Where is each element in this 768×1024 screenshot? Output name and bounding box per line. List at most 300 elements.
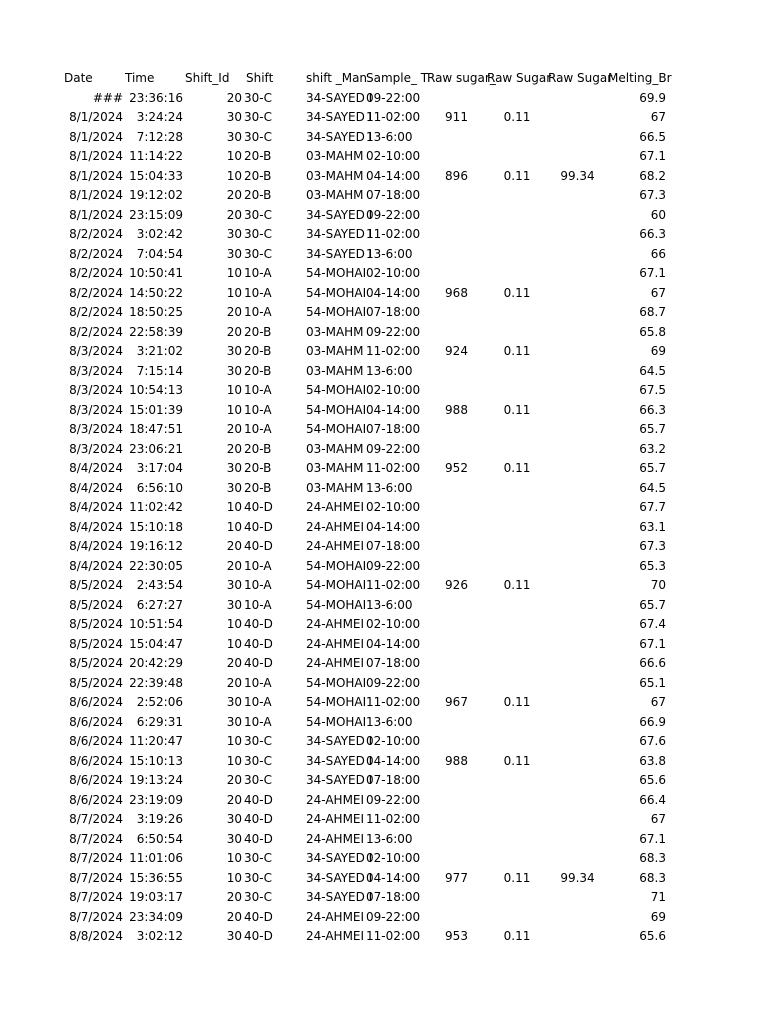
shift-man-cell: 34-SAYED I (306, 110, 373, 124)
shift-id-cell: 20 (226, 188, 242, 202)
sample-cell: 02-10:00 (366, 149, 421, 163)
time-cell: 23:06:21 (129, 441, 183, 456)
sample-cell: 04-14:00 (366, 168, 421, 183)
melting-cell: 65.8 (639, 324, 666, 339)
melting-cell: 66 (650, 246, 666, 261)
shift-cell: 20-B (244, 480, 272, 495)
time-cell: 7:15:14 (136, 363, 183, 378)
melting-cell: 66.9 (639, 714, 666, 729)
shift-id-cell: 30 (226, 929, 242, 943)
shift-man-cell: 24-AHMEI (306, 539, 365, 553)
raw-sugar-3-cell (548, 206, 607, 226)
header-shift-id: Shift_Id (185, 71, 230, 85)
shift-man-cell: 34-SAYED I (306, 246, 373, 261)
shift-id-cell: 10 (226, 285, 242, 300)
raw-sugar-3-cell (548, 459, 607, 479)
raw-sugar-2-cell (487, 420, 547, 440)
melting-cell: 66.4 (639, 792, 666, 807)
raw-sugar-1-cell: 926 (445, 578, 468, 592)
raw-sugar-1-cell (427, 147, 486, 167)
header-melting: Melting_Br (608, 71, 672, 85)
raw-sugar-1-cell (427, 303, 486, 323)
shift-cell: 30-C (244, 227, 272, 241)
date-cell: 8/1/2024 (69, 207, 123, 222)
time-cell: 18:47:51 (129, 422, 183, 436)
raw-sugar-1-cell (427, 225, 486, 245)
raw-sugar-3-cell (548, 147, 607, 167)
raw-sugar-1-cell (427, 264, 486, 284)
date-cell: 8/6/2024 (69, 695, 123, 709)
shift-man-cell: 54-MOHAI (306, 675, 367, 690)
table-row (0, 849, 768, 869)
table-row (0, 596, 768, 616)
date-cell: 8/6/2024 (69, 792, 123, 807)
date-cell: 8/8/2024 (69, 929, 123, 943)
shift-id-cell: 10 (226, 402, 242, 417)
melting-cell: 67.3 (639, 539, 666, 553)
shift-id-cell: 30 (226, 344, 242, 358)
raw-sugar-3-cell (548, 479, 607, 499)
sample-cell: 09-22:00 (366, 909, 421, 924)
shift-cell: 10-A (244, 695, 272, 709)
raw-sugar-1-cell (427, 323, 486, 343)
shift-id-cell: 10 (226, 500, 242, 514)
shift-cell: 10-A (244, 383, 272, 397)
shift-cell: 30-C (244, 851, 272, 865)
shift-man-cell: 34-SAYED I (306, 870, 373, 885)
raw-sugar-2-cell: 0.11 (503, 695, 531, 709)
shift-cell: 40-D (244, 812, 273, 826)
raw-sugar-1-cell: 988 (445, 753, 468, 768)
shift-man-cell: 24-AHMEI (306, 792, 365, 807)
melting-cell: 65.3 (639, 558, 666, 573)
table-row (0, 108, 768, 128)
date-cell: 8/1/2024 (69, 129, 123, 144)
time-cell: 19:16:12 (129, 539, 183, 553)
raw-sugar-3-cell (548, 791, 607, 811)
raw-sugar-2-cell (487, 537, 547, 557)
melting-cell: 67.3 (639, 188, 666, 202)
table-row (0, 128, 768, 148)
time-cell: 2:43:54 (136, 578, 183, 592)
raw-sugar-3-cell (548, 108, 607, 128)
shift-cell: 40-D (244, 500, 273, 514)
raw-sugar-3-cell (548, 927, 607, 947)
table-row (0, 401, 768, 421)
sample-cell: 07-18:00 (366, 422, 421, 436)
time-cell: 22:58:39 (129, 324, 183, 339)
table-row (0, 167, 768, 187)
time-cell: 22:39:48 (129, 675, 183, 690)
time-cell: 7:12:28 (136, 129, 183, 144)
raw-sugar-3-cell (548, 771, 607, 791)
raw-sugar-2-cell (487, 128, 547, 148)
time-cell: 15:36:55 (129, 870, 183, 885)
table-row (0, 927, 768, 947)
date-cell: 8/3/2024 (69, 363, 123, 378)
date-cell: 8/3/2024 (69, 441, 123, 456)
shift-id-cell: 10 (226, 734, 242, 748)
raw-sugar-3-cell: 99.34 (560, 168, 595, 183)
sample-cell: 11-02:00 (366, 812, 421, 826)
raw-sugar-3-cell (548, 654, 607, 674)
melting-cell: 67 (650, 285, 666, 300)
table-row (0, 518, 768, 538)
header-row (0, 69, 768, 89)
date-cell: 8/6/2024 (69, 714, 123, 729)
sample-cell: 07-18:00 (366, 656, 421, 670)
raw-sugar-3-cell (548, 89, 607, 109)
date-cell: 8/7/2024 (69, 870, 123, 885)
sample-cell: 07-18:00 (366, 539, 421, 553)
shift-id-cell: 10 (226, 870, 242, 885)
shift-cell: 40-D (244, 831, 273, 846)
time-cell: 7:04:54 (136, 246, 183, 261)
raw-sugar-1-cell: 953 (445, 929, 468, 943)
sample-cell: 13-6:00 (366, 129, 413, 144)
shift-man-cell: 24-AHMEI (306, 831, 365, 846)
time-cell: 23:15:09 (129, 207, 183, 222)
table-row (0, 342, 768, 362)
shift-id-cell: 30 (226, 246, 242, 261)
date-cell: 8/3/2024 (69, 402, 123, 417)
header-date: Date (64, 71, 93, 85)
raw-sugar-1-cell (427, 849, 486, 869)
shift-id-cell: 30 (226, 129, 242, 144)
sample-cell: 07-18:00 (366, 188, 421, 202)
raw-sugar-1-cell: 967 (445, 695, 468, 709)
sample-cell: 11-02:00 (366, 929, 421, 943)
sample-cell: 04-14:00 (366, 753, 421, 768)
raw-sugar-3-cell (548, 186, 607, 206)
shift-cell: 10-A (244, 305, 272, 319)
shift-man-cell: 24-AHMEI (306, 636, 365, 651)
time-cell: 11:02:42 (129, 500, 183, 514)
melting-cell: 70 (650, 578, 666, 592)
sample-cell: 04-14:00 (366, 870, 421, 885)
melting-cell: 66.6 (639, 656, 666, 670)
raw-sugar-2-cell: 0.11 (503, 578, 531, 592)
header-raw-sugar-2: Raw Sugar (487, 71, 552, 85)
raw-sugar-1-cell (427, 186, 486, 206)
header-time: Time (125, 71, 155, 85)
shift-man-cell: 54-MOHAI (306, 266, 367, 280)
sample-cell: 13-6:00 (366, 597, 413, 612)
shift-cell: 10-A (244, 675, 272, 690)
melting-cell: 67 (650, 695, 666, 709)
melting-cell: 67.5 (639, 383, 666, 397)
raw-sugar-1-cell (427, 537, 486, 557)
melting-cell: 65.7 (639, 422, 666, 436)
date-cell: 8/6/2024 (69, 753, 123, 768)
shift-cell: 10-A (244, 402, 272, 417)
raw-sugar-1-cell (427, 771, 486, 791)
sample-cell: 09-22:00 (366, 207, 421, 222)
table-row (0, 693, 768, 713)
sample-cell: 11-02:00 (366, 110, 421, 124)
table-row (0, 284, 768, 304)
date-cell: ### (92, 90, 123, 105)
date-cell: 8/5/2024 (69, 597, 123, 612)
raw-sugar-1-cell (427, 810, 486, 830)
shift-man-cell: 03-MAHM (306, 480, 364, 495)
sample-cell: 09-22:00 (366, 90, 421, 105)
time-cell: 6:56:10 (136, 480, 183, 495)
shift-cell: 10-A (244, 558, 272, 573)
table-row (0, 576, 768, 596)
shift-cell: 30-C (244, 734, 272, 748)
shift-id-cell: 30 (226, 227, 242, 241)
shift-man-cell: 34-SAYED I (306, 734, 373, 748)
melting-cell: 64.5 (639, 480, 666, 495)
sample-cell: 02-10:00 (366, 266, 421, 280)
table-row (0, 186, 768, 206)
raw-sugar-1-cell (427, 888, 486, 908)
raw-sugar-3-cell (548, 264, 607, 284)
sample-cell: 04-14:00 (366, 519, 421, 534)
raw-sugar-2-cell (487, 479, 547, 499)
shift-cell: 10-A (244, 714, 272, 729)
raw-sugar-2-cell (487, 186, 547, 206)
raw-sugar-3-cell: 99.34 (560, 870, 595, 885)
raw-sugar-1-cell (427, 420, 486, 440)
shift-cell: 30-C (244, 90, 272, 105)
time-cell: 6:27:27 (136, 597, 183, 612)
melting-cell: 69 (650, 909, 666, 924)
time-cell: 23:19:09 (129, 792, 183, 807)
raw-sugar-3-cell (548, 381, 607, 401)
melting-cell: 67.1 (639, 831, 666, 846)
shift-id-cell: 20 (226, 909, 242, 924)
raw-sugar-2-cell (487, 245, 547, 265)
table-row (0, 615, 768, 635)
date-cell: 8/7/2024 (69, 909, 123, 924)
time-cell: 20:42:29 (129, 656, 183, 670)
raw-sugar-1-cell (427, 713, 486, 733)
shift-man-cell: 34-SAYED I (306, 207, 373, 222)
raw-sugar-1-cell (427, 635, 486, 655)
date-cell: 8/2/2024 (69, 305, 123, 319)
melting-cell: 67.6 (639, 734, 666, 748)
raw-sugar-2-cell (487, 323, 547, 343)
date-cell: 8/2/2024 (69, 246, 123, 261)
shift-man-cell: 03-MAHM (306, 168, 364, 183)
date-cell: 8/2/2024 (69, 324, 123, 339)
shift-man-cell: 03-MAHM (306, 461, 364, 475)
table-row (0, 245, 768, 265)
header-shift: Shift (246, 71, 274, 85)
shift-cell: 20-B (244, 461, 272, 475)
shift-man-cell: 24-AHMEI (306, 929, 365, 943)
table-row (0, 908, 768, 928)
table-row (0, 264, 768, 284)
time-cell: 11:14:22 (129, 149, 183, 163)
date-cell: 8/1/2024 (69, 110, 123, 124)
shift-cell: 30-C (244, 753, 272, 768)
raw-sugar-2-cell (487, 596, 547, 616)
raw-sugar-3-cell (548, 518, 607, 538)
table-row (0, 810, 768, 830)
sample-cell: 11-02:00 (366, 695, 421, 709)
raw-sugar-2-cell (487, 206, 547, 226)
date-cell: 8/4/2024 (69, 558, 123, 573)
shift-id-cell: 20 (226, 305, 242, 319)
raw-sugar-1-cell (427, 830, 486, 850)
melting-cell: 67 (650, 812, 666, 826)
sample-cell: 02-10:00 (366, 734, 421, 748)
shift-id-cell: 30 (226, 363, 242, 378)
raw-sugar-3-cell (548, 596, 607, 616)
table-row (0, 830, 768, 850)
shift-cell: 20-B (244, 324, 272, 339)
raw-sugar-2-cell (487, 635, 547, 655)
raw-sugar-2-cell: 0.11 (503, 344, 531, 358)
shift-man-cell: 03-MAHM (306, 149, 364, 163)
shift-cell: 40-D (244, 539, 273, 553)
sample-cell: 09-22:00 (366, 558, 421, 573)
table-row (0, 420, 768, 440)
table-row (0, 654, 768, 674)
shift-cell: 10-A (244, 266, 272, 280)
raw-sugar-2-cell (487, 791, 547, 811)
raw-sugar-3-cell (548, 245, 607, 265)
shift-id-cell: 20 (226, 324, 242, 339)
sample-cell: 02-10:00 (366, 383, 421, 397)
raw-sugar-2-cell (487, 732, 547, 752)
date-cell: 8/3/2024 (69, 422, 123, 436)
table-row (0, 537, 768, 557)
raw-sugar-2-cell: 0.11 (503, 929, 531, 943)
shift-cell: 20-B (244, 149, 272, 163)
shift-cell: 40-D (244, 636, 273, 651)
table-row (0, 303, 768, 323)
melting-cell: 68.2 (639, 168, 666, 183)
shift-cell: 40-D (244, 909, 273, 924)
date-cell: 8/6/2024 (69, 734, 123, 748)
raw-sugar-2-cell (487, 830, 547, 850)
shift-cell: 30-C (244, 246, 272, 261)
raw-sugar-1-cell (427, 557, 486, 577)
time-cell: 10:51:54 (129, 617, 183, 631)
raw-sugar-3-cell (548, 732, 607, 752)
raw-sugar-1-cell: 952 (445, 461, 468, 475)
date-cell: 8/2/2024 (69, 227, 123, 241)
shift-man-cell: 34-SAYED I (306, 890, 373, 904)
shift-id-cell: 20 (226, 207, 242, 222)
shift-cell: 40-D (244, 929, 273, 943)
raw-sugar-2-cell (487, 440, 547, 460)
date-cell: 8/5/2024 (69, 656, 123, 670)
time-cell: 19:12:02 (129, 188, 183, 202)
raw-sugar-1-cell (427, 245, 486, 265)
sample-cell: 04-14:00 (366, 636, 421, 651)
sample-cell: 13-6:00 (366, 831, 413, 846)
shift-man-cell: 03-MAHM (306, 324, 364, 339)
shift-id-cell: 10 (226, 149, 242, 163)
sample-cell: 11-02:00 (366, 344, 421, 358)
table-row (0, 869, 768, 889)
raw-sugar-2-cell (487, 518, 547, 538)
table-row (0, 498, 768, 518)
shift-man-cell: 54-MOHAI (306, 695, 367, 709)
raw-sugar-1-cell (427, 674, 486, 694)
shift-id-cell: 30 (226, 831, 242, 846)
raw-sugar-2-cell: 0.11 (503, 753, 531, 768)
melting-cell: 65.1 (639, 675, 666, 690)
shift-man-cell: 54-MOHAI (306, 285, 367, 300)
data-rows (0, 89, 768, 947)
melting-cell: 64.5 (639, 363, 666, 378)
table-row (0, 323, 768, 343)
raw-sugar-1-cell (427, 128, 486, 148)
shift-man-cell: 24-AHMEI (306, 656, 365, 670)
raw-sugar-2-cell (487, 810, 547, 830)
date-cell: 8/1/2024 (69, 188, 123, 202)
sample-cell: 13-6:00 (366, 714, 413, 729)
time-cell: 11:01:06 (129, 851, 183, 865)
header-raw-sugar-3: Raw Sugar (548, 71, 613, 85)
time-cell: 6:50:54 (136, 831, 183, 846)
shift-id-cell: 20 (226, 773, 242, 787)
spreadsheet-page (0, 69, 768, 947)
shift-man-cell: 24-AHMEI (306, 500, 365, 514)
melting-cell: 65.7 (639, 461, 666, 475)
shift-id-cell: 30 (226, 695, 242, 709)
date-cell: 8/4/2024 (69, 519, 123, 534)
date-cell: 8/7/2024 (69, 812, 123, 826)
raw-sugar-3-cell (548, 908, 607, 928)
raw-sugar-2-cell (487, 303, 547, 323)
time-cell: 18:50:25 (129, 305, 183, 319)
sample-cell: 11-02:00 (366, 461, 421, 475)
table-row (0, 888, 768, 908)
shift-man-cell: 24-AHMEI (306, 519, 365, 534)
raw-sugar-2-cell (487, 264, 547, 284)
shift-cell: 10-A (244, 285, 272, 300)
table-row (0, 732, 768, 752)
shift-cell: 30-C (244, 129, 272, 144)
table-row (0, 791, 768, 811)
date-cell: 8/4/2024 (69, 539, 123, 553)
melting-cell: 63.2 (639, 441, 666, 456)
shift-cell: 20-B (244, 363, 272, 378)
melting-cell: 63.8 (639, 753, 666, 768)
table-row (0, 89, 768, 109)
shift-man-cell: 34-SAYED I (306, 851, 373, 865)
raw-sugar-1-cell: 911 (445, 110, 468, 124)
date-cell: 8/5/2024 (69, 617, 123, 631)
sample-cell: 07-18:00 (366, 773, 421, 787)
shift-man-cell: 24-AHMEI (306, 617, 365, 631)
shift-man-cell: 54-MOHAI (306, 422, 367, 436)
sample-cell: 09-22:00 (366, 324, 421, 339)
shift-man-cell: 34-SAYED I (306, 753, 373, 768)
sample-cell: 11-02:00 (366, 227, 421, 241)
melting-cell: 67.7 (639, 500, 666, 514)
melting-cell: 66.5 (639, 129, 666, 144)
date-cell: 8/1/2024 (69, 168, 123, 183)
raw-sugar-1-cell (427, 732, 486, 752)
time-cell: 23:36:16 (129, 90, 183, 105)
raw-sugar-3-cell (548, 323, 607, 343)
melting-cell: 68.3 (639, 870, 666, 885)
raw-sugar-1-cell (427, 362, 486, 382)
shift-id-cell: 30 (226, 480, 242, 495)
time-cell: 6:29:31 (136, 714, 183, 729)
sample-cell: 04-14:00 (366, 285, 421, 300)
raw-sugar-1-cell (427, 479, 486, 499)
time-cell: 19:13:24 (129, 773, 183, 787)
